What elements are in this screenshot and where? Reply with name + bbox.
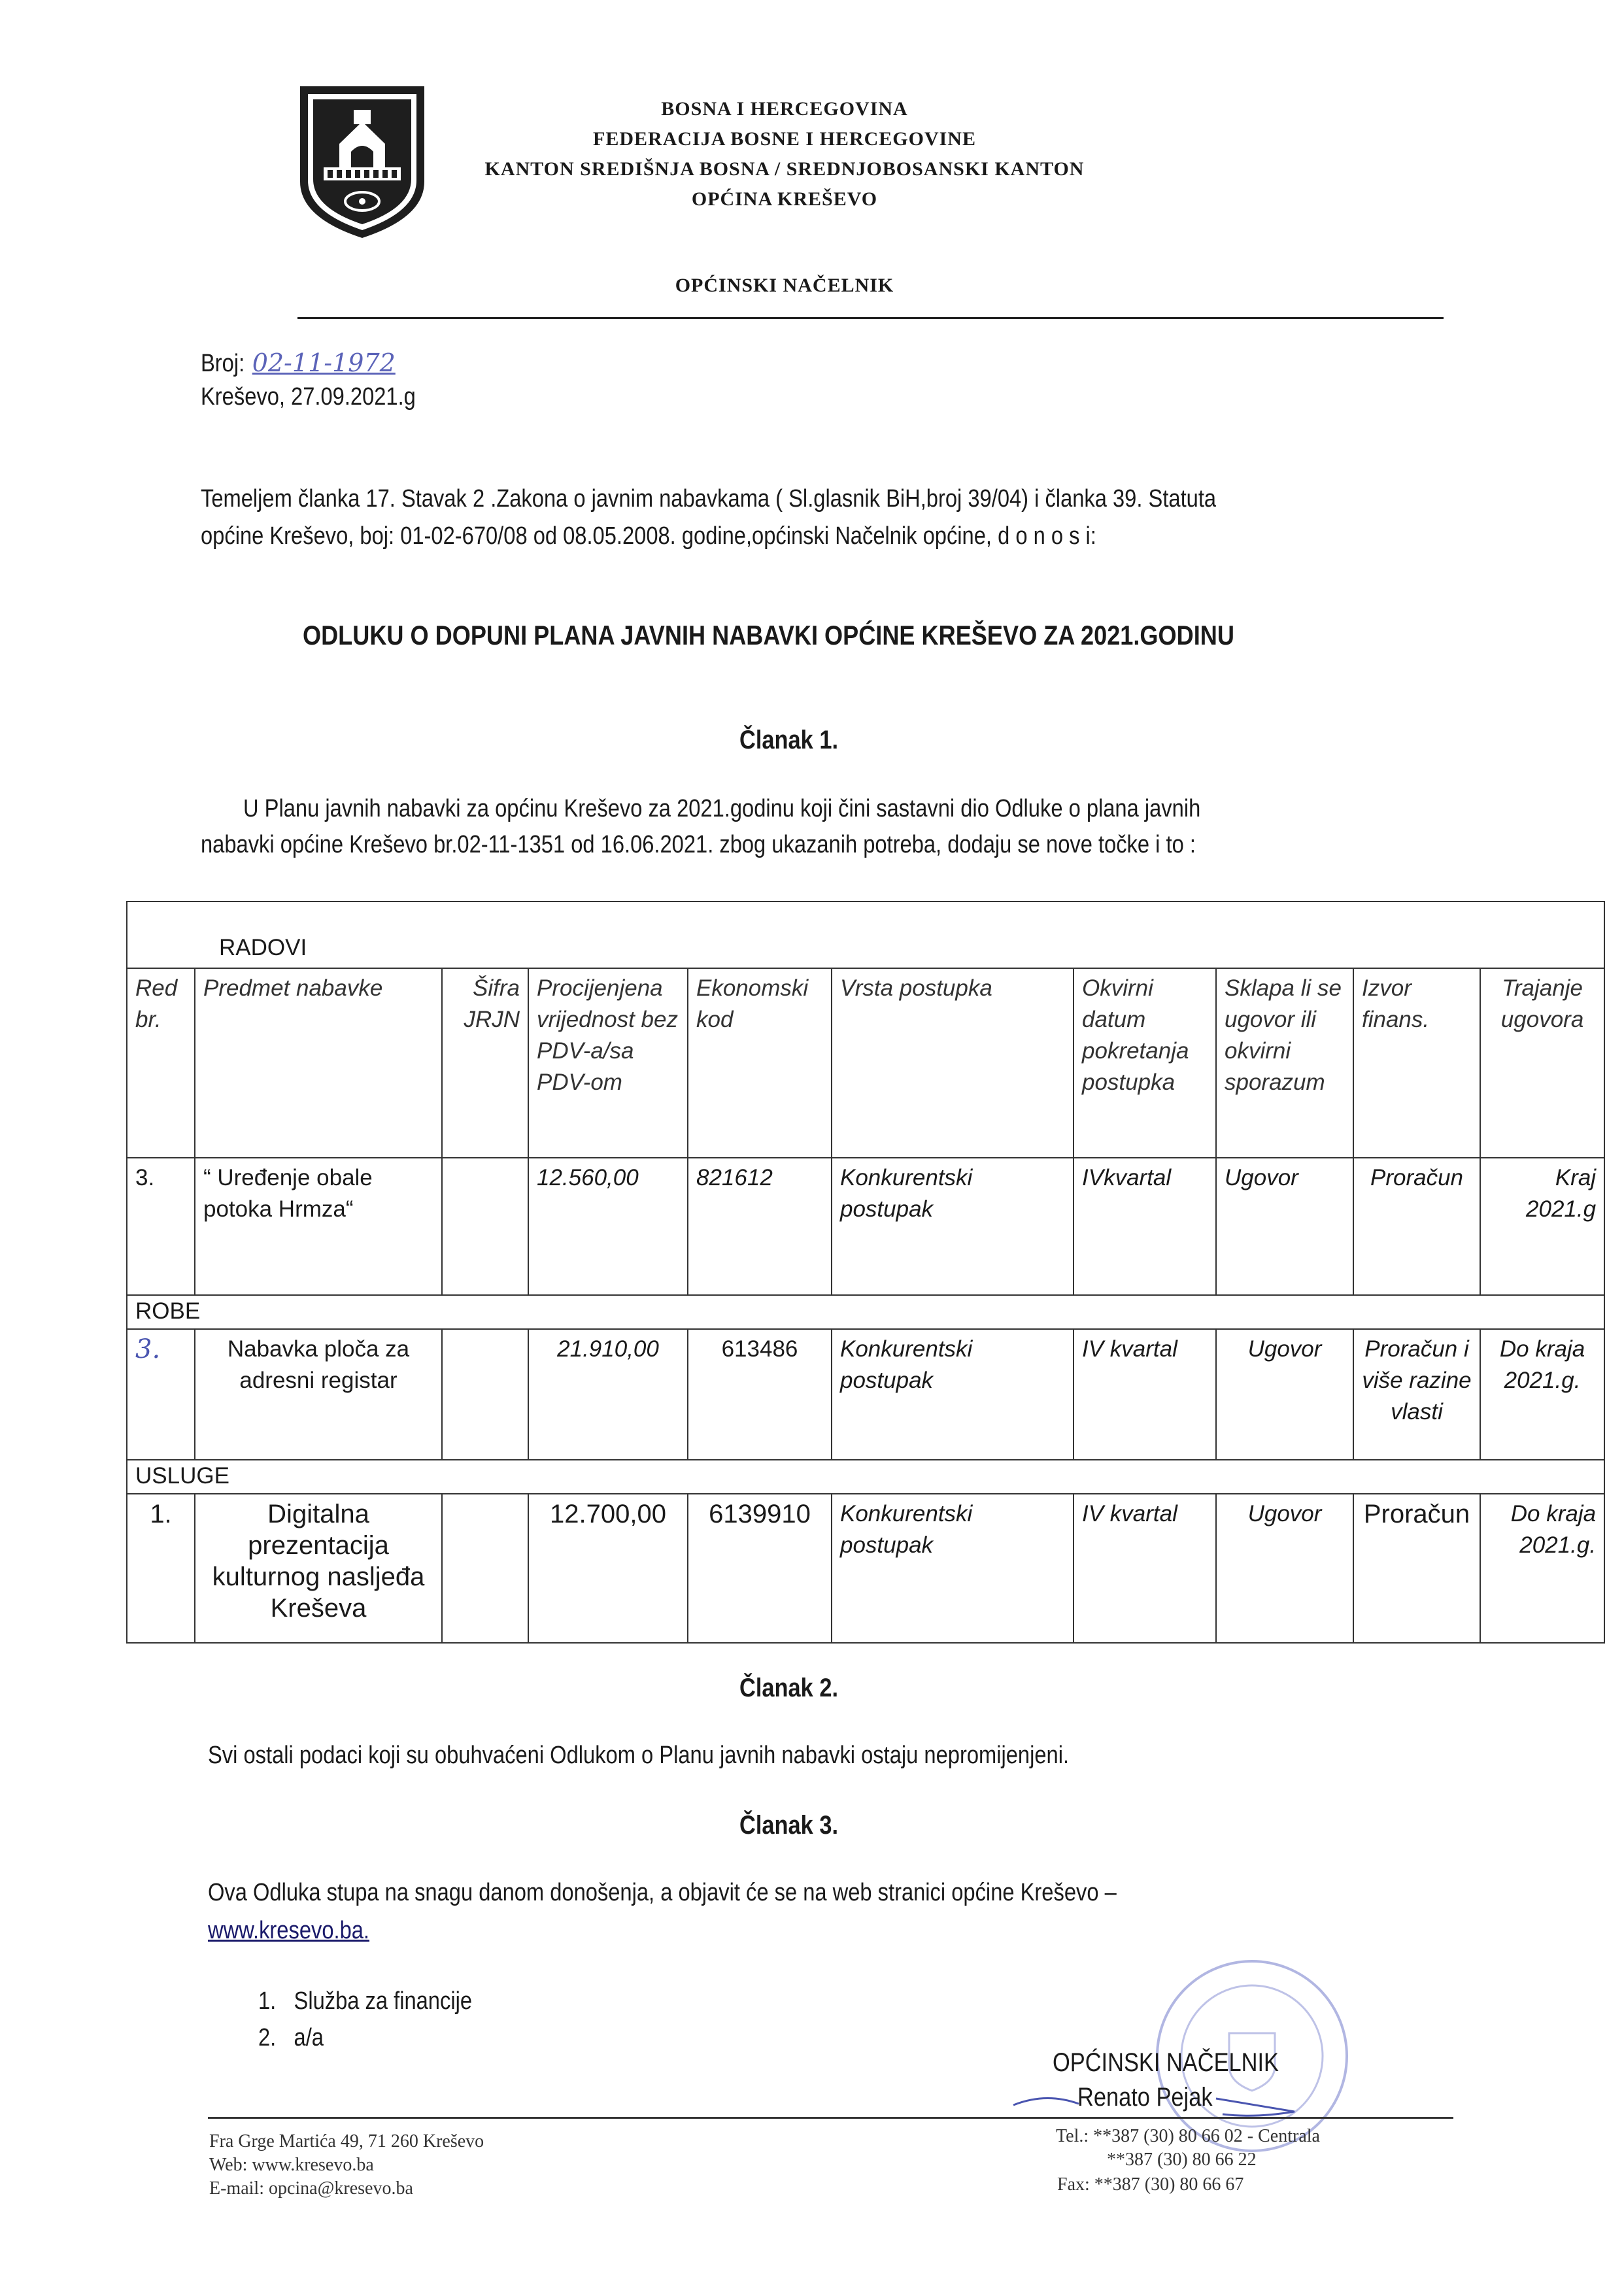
section-row-radovi <box>127 902 1604 968</box>
row-code: 6139910 <box>688 1494 832 1643</box>
reference-handwritten: 02-11-1972 <box>252 348 396 377</box>
distribution-item <box>258 2021 324 2054</box>
header-office: OPĆINSKI NAČELNIK <box>675 275 894 296</box>
table-row <box>127 1329 1604 1460</box>
row-value: 21.910,00 <box>528 1329 688 1460</box>
section-label-usluge: USLUGE <box>127 1460 1604 1494</box>
document-title: ODLUKU O DOPUNI PLANA JAVNIH NABAVKI OPĆINE KREŠEVO ZA 2021.GODINU <box>303 620 1234 650</box>
row-procedure: Konkurentski postupak <box>832 1494 1074 1643</box>
row-no: 3. <box>127 1158 195 1295</box>
article-1-heading: Članak 1. <box>739 726 839 754</box>
header-country: BOSNA I HERCEGOVINA <box>661 98 908 120</box>
row-duration: Do kraja 2021.g. <box>1480 1329 1604 1460</box>
reference-number <box>201 346 396 380</box>
row-code: 613486 <box>688 1329 832 1460</box>
article-3-heading: Članak 3. <box>739 1811 839 1840</box>
row-subject: Nabavka ploča za adresni registar <box>195 1329 442 1460</box>
signature-title: OPĆINSKI NAČELNIK <box>1053 2048 1279 2077</box>
footer-fax: Fax: **387 (30) 80 66 67 <box>1057 2174 1244 2195</box>
column-header-contract: Sklapa li se ugovor ili okvirni sporazum <box>1216 968 1353 1158</box>
table-row <box>127 1494 1604 1643</box>
article-2-heading: Članak 2. <box>739 1674 839 1702</box>
header-municipality: OPĆINA KREŠEVO <box>691 188 878 210</box>
section-row-robe <box>127 1295 1604 1329</box>
row-procedure: Konkurentski postupak <box>832 1158 1074 1295</box>
row-procedure: Konkurentski postupak <box>832 1329 1074 1460</box>
row-contract: Ugovor <box>1216 1158 1353 1295</box>
column-header-date: Okvirni datum pokretanja postupka <box>1074 968 1216 1158</box>
row-subject: “ Uređenje obale potoka Hrmza“ <box>195 1158 442 1295</box>
column-header-no: Red br. <box>127 968 195 1158</box>
article-2-text: Svi ostali podaci koji su obuhvaćeni Odlukom o Planu javnih nabavki ostaju nepromijenjeni. <box>208 1742 1070 1769</box>
website-link[interactable]: www.kresevo.ba. <box>208 1917 370 1944</box>
place-date: Kreševo, 27.09.2021.g <box>201 383 416 411</box>
row-subject: Digitalna prezentacija kulturnog nasljeđa Kreševa <box>195 1494 442 1643</box>
column-header-subject: Predmet nabavke <box>195 968 442 1158</box>
reference-label: Broj: <box>201 350 245 377</box>
footer-phone-2: **387 (30) 80 66 22 <box>1107 2150 1257 2170</box>
header-divider <box>297 317 1444 319</box>
row-duration: Do kraja 2021.g. <box>1480 1494 1604 1643</box>
row-no: 3. <box>127 1329 195 1460</box>
column-header-jrjn: Šifra JRJN <box>442 968 528 1158</box>
row-code: 821612 <box>688 1158 832 1295</box>
article-3-line-1: Ova Odluka stupa na snagu danom donošenja, a objavit će se na web stranici općine Kreševo – <box>208 1879 1117 1906</box>
distribution-number: 1. <box>258 1987 277 2015</box>
header-federation: FEDERACIJA BOSNE I HERCEGOVINE <box>593 128 976 150</box>
row-value: 12.560,00 <box>528 1158 688 1295</box>
intro-line-1: Temeljem članka 17. Stavak 2 .Zakona o javnim nabavkama ( Sl.glasnik BiH,broj 39/04) i članka 39. Statuta <box>201 485 1217 513</box>
row-jrjn <box>442 1329 528 1460</box>
section-label-robe: ROBE <box>127 1295 1604 1329</box>
row-jrjn <box>442 1494 528 1643</box>
section-row-usluge <box>127 1460 1604 1494</box>
column-header-source: Izvor finans. <box>1353 968 1480 1158</box>
header-canton: KANTON SREDIŠNJA BOSNA / SREDNJOBOSANSKI KANTON <box>484 158 1085 180</box>
row-value: 12.700,00 <box>528 1494 688 1643</box>
footer-web: Web: www.kresevo.ba <box>209 2155 374 2175</box>
footer-divider <box>208 2117 1453 2119</box>
signature-name: Renato Pejak <box>1077 2083 1213 2112</box>
signature-scribble-icon <box>1007 2085 1308 2125</box>
distribution-text: Služba za financije <box>294 1987 473 2015</box>
procurement-table <box>126 901 1605 1644</box>
row-source: Proračun <box>1353 1158 1480 1295</box>
column-header-procedure: Vrsta postupka <box>832 968 1074 1158</box>
row-no: 1. <box>127 1494 195 1643</box>
row-date: IV kvartal <box>1074 1329 1216 1460</box>
distribution-item <box>258 1985 472 2017</box>
footer-phone-central: Tel.: **387 (30) 80 66 02 - Centrala <box>1056 2126 1320 2146</box>
footer-address: Fra Grge Martića 49, 71 260 Kreševo <box>209 2131 484 2151</box>
distribution-text: a/a <box>294 2024 324 2051</box>
column-header-duration: Trajanje ugovora <box>1480 968 1604 1158</box>
section-label-radovi: RADOVI <box>127 902 1604 968</box>
table-header-row <box>127 968 1604 1158</box>
row-contract: Ugovor <box>1216 1329 1353 1460</box>
row-date: IV kvartal <box>1074 1494 1216 1643</box>
distribution-number: 2. <box>258 2024 277 2051</box>
row-source: Proračun i više razine vlasti <box>1353 1329 1480 1460</box>
article-1-line-2: nabavki općine Kreševo br.02-11-1351 od 16.06.2021. zbog ukazanih potreba, dodaju se nove točke i to : <box>201 831 1196 858</box>
municipality-crest-icon <box>297 84 427 241</box>
table-row <box>127 1158 1604 1295</box>
row-date: IVkvartal <box>1074 1158 1216 1295</box>
row-duration: Kraj 2021.g <box>1480 1158 1604 1295</box>
intro-line-2: općine Kreševo, boj: 01-02-670/08 od 08.05.2008. godine,općinski Načelnik općine, d o n o s i: <box>201 522 1096 550</box>
column-header-code: Ekonomski kod <box>688 968 832 1158</box>
row-source: Proračun <box>1353 1494 1480 1643</box>
row-jrjn <box>442 1158 528 1295</box>
footer-email: E-mail: opcina@kresevo.ba <box>209 2178 413 2199</box>
article-1-line-1: U Planu javnih nabavki za općinu Kreševo za 2021.godinu koji čini sastavni dio Odluke o plana javnih <box>243 795 1201 822</box>
column-header-value: Procijenjena vrijednost bez PDV-a/sa PDV-om <box>528 968 688 1158</box>
row-contract: Ugovor <box>1216 1494 1353 1643</box>
